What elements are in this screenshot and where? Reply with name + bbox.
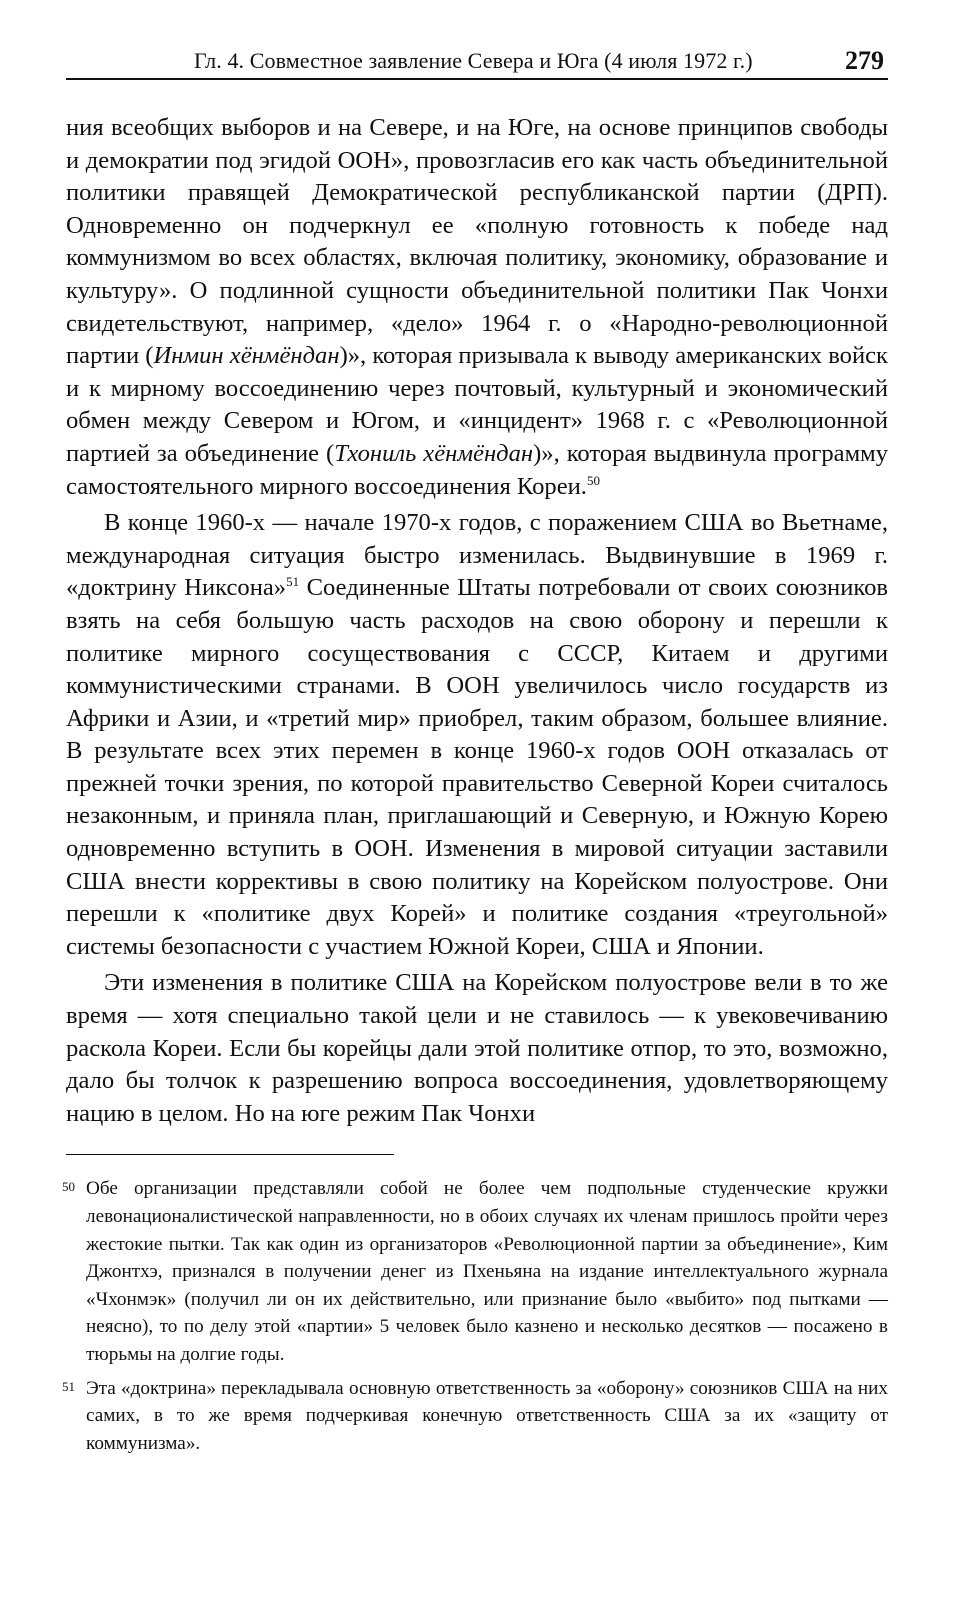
footnote-ref: 50 [586, 472, 600, 488]
paragraph [66, 112, 888, 503]
italic-term: Тхониль хёнмёндан [334, 439, 534, 467]
chapter-title: Гл. 4. Совместное заявление Севера и Юга (4 июля 1972 г.) [194, 48, 753, 73]
footnote-ref: 51 [286, 574, 300, 590]
footnote-50 [62, 1175, 888, 1368]
footnote-number: 51 [62, 1378, 75, 1394]
running-header [66, 40, 888, 80]
paragraph [66, 507, 888, 963]
text-run: В конце 1960-х — начале 1970-х годов, с поражением США во Вьетнаме, международная ситуация быстро изменилась. Выдвинувшие в 1969 г. «доктрину Никсона» [66, 509, 888, 602]
footnote-divider [66, 1154, 394, 1155]
footnote-text: Эта «доктрина» перекладывала основную ответственность за «оборону» союзников США на них самих, в то же время подчеркивая конечную ответственность США за их «защиту от коммунизма». [86, 1377, 888, 1454]
main-text [66, 112, 888, 1130]
page-number: 279 [845, 46, 884, 75]
footnote-text: Обе организации представляли собой не более чем подпольные студенческие кружки левонационалистической направленности, но в обоих случаях их членам пришлось пройти через жестокие пытки. Так как один из организаторов «Революционной партии за объединение», Ким Джонтхэ, признался в получении денег из Пхеньяна на издание интеллектуального журнала «Чхонмэк» (получил ли он их действительно, или признание было «выбито» под пытками — неясно), то по делу этой «партии» 5 человек было казнено и несколько десятков — посажено в тюрьмы на долгие годы. [86, 1178, 888, 1365]
footnote-number: 50 [62, 1179, 75, 1195]
text-run: ния всеобщих выборов и на Севере, и на Юге, на основе принципов свободы и демократии под эгидой ООН», провозгласив его как часть объединительной политики правящей Демократической республиканской партии (ДРП). Одновременно он подчеркнул ее «полную готовность к победе над коммунизмом во всех областях, включая политику, экономику, образование и культуру». О подлинной сущности объединительной политики Пак Чонхи свидетельствуют, например, «дело» 1964 г. о «Народно-революционной партии ( [66, 114, 888, 370]
text-run: )», которая призывала к выводу американских войск и к мирному воссоединению через почтовый, культурный и экономический обмен между Севером и Югом, и «инцидент» 1968 г. с «Революционной партией за объединение ( [66, 342, 888, 467]
text-run: Соединенные Штаты потребовали от своих союзников взять на себя большую часть расходов на свою оборону и перешли к политике мирного сосуществования с СССР, Китаем и другими коммунистическими странами. В ООН увеличилось число государств из Африки и Азии, и «третий мир» приобрел, таким образом, большее влияние. В результате всех этих перемен в конце 1960-х годов ООН отказалась от прежней точки зрения, по которой правительство Северной Кореи считалось незаконным, и приняла план, приглашающий и Северную, и Южную Корею одновременно вступить в ООН. Изменения в мировой ситуации заставили США внести коррективы в свою политику на Корейском полуострове. Они перешли к «политике двух Корей» и политике создания «треугольной» системы безопасности с участием Южной Кореи, США и Японии. [66, 574, 888, 960]
footnotes [62, 1175, 888, 1457]
italic-term: Инмин хёнмёндан [153, 342, 340, 370]
text-run: )», которая выдвинула программу самостоятельного мирного воссоединения Кореи. [66, 439, 888, 500]
paragraph [66, 967, 888, 1130]
text-run: Эти изменения в политике США на Корейском полуострове вели в то же время — хотя специально такой цели и не ставилось — к увековечиванию раскола Кореи. Если бы корейцы дали этой политике отпор, то это, возможно, дало бы толчок к разрешению вопроса воссоединения, удовлетворяющему нацию в целом. Но на юге режим Пак Чонхи [66, 969, 888, 1127]
footnote-51 [62, 1375, 888, 1458]
book-page [62, 40, 888, 1463]
